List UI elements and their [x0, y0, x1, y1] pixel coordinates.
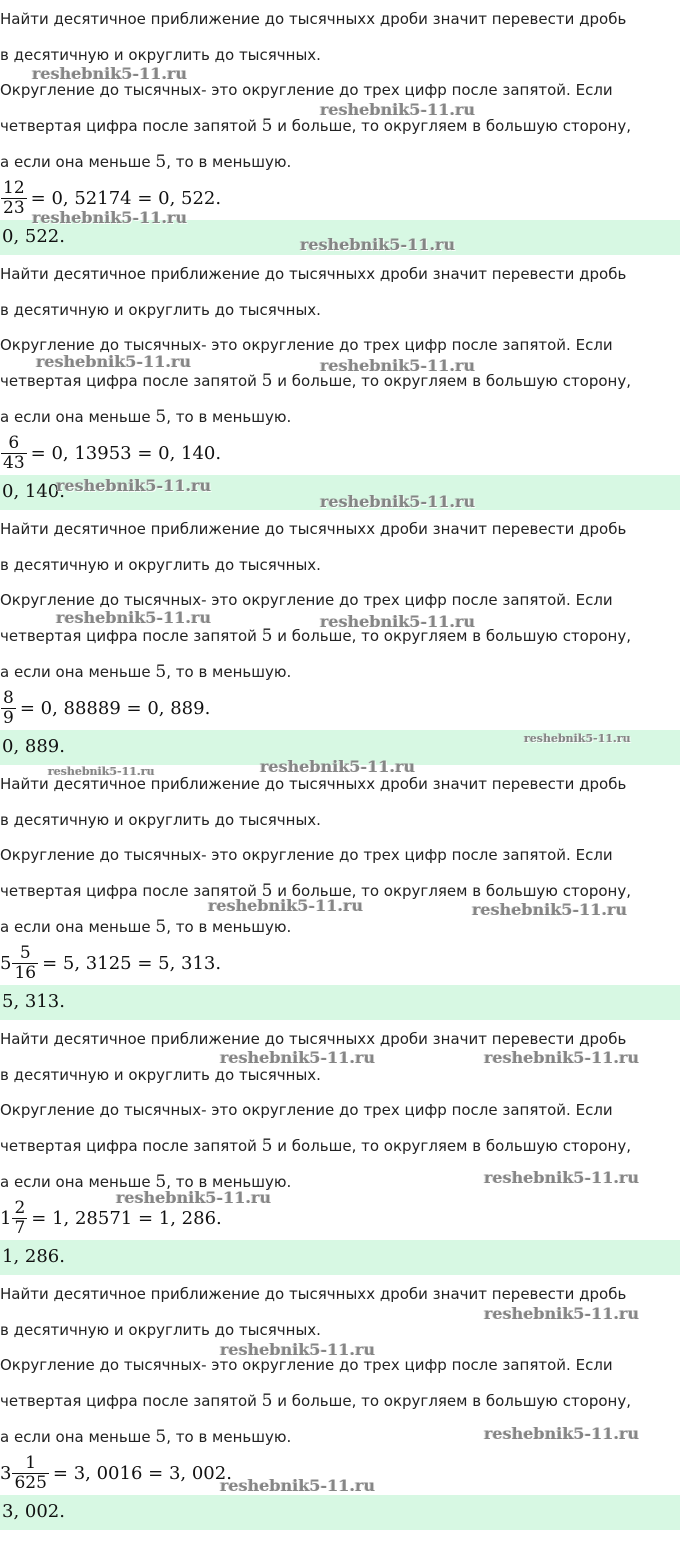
watermark: reshebnik5-11.ru: [524, 732, 631, 745]
answer-text: 1, 286.: [2, 1246, 65, 1267]
watermark: reshebnik5-11.ru: [116, 1188, 272, 1207]
math-digit: 5: [155, 662, 167, 682]
rule-line: Округление до тысячных- это округление до трех цифр после запятой. Если: [0, 336, 613, 354]
rule-line: Округление до тысячных- это округление до трех цифр после запятой. Если: [0, 846, 613, 864]
math-digit: 5: [261, 1136, 273, 1156]
rule-text: четвертая цифра после запятой: [0, 117, 262, 135]
intro-line: в десятичную и округлить до тысячных.: [0, 1321, 321, 1339]
rule-text: четвертая цифра после запятой: [0, 1137, 262, 1155]
equation: [0, 431, 221, 475]
rule-text: , то в меньшую.: [166, 663, 292, 681]
rule-text: а если она меньше: [0, 1173, 156, 1191]
watermark: reshebnik5-11.ru: [32, 208, 188, 227]
intro-line: в десятичную и округлить до тысячных.: [0, 1066, 321, 1084]
watermark: reshebnik5-11.ru: [48, 765, 155, 778]
whole-part: 1: [0, 1207, 12, 1229]
answer-text: 0, 522.: [2, 226, 65, 247]
watermark: reshebnik5-11.ru: [320, 492, 476, 511]
answer-text: 3, 002.: [2, 1501, 65, 1522]
equation: [0, 1451, 232, 1495]
watermark: reshebnik5-11.ru: [484, 1048, 640, 1067]
numerator: 1: [25, 1452, 37, 1473]
rule-text: , то в меньшую.: [166, 408, 292, 426]
rule-text: , то в меньшую.: [166, 153, 292, 171]
watermark: reshebnik5-11.ru: [220, 1476, 376, 1495]
intro-line: в десятичную и округлить до тысячных.: [0, 301, 321, 319]
intro-line: Найти десятичное приближение до тысячныхх дроби значит перевести дробь: [0, 1285, 627, 1303]
rule-text: а если она меньше: [0, 408, 156, 426]
denominator: 625: [14, 1472, 47, 1493]
rule-text: четвертая цифра после запятой: [0, 1392, 262, 1410]
rule-text: и больше, то округляем в большую сторону,: [272, 372, 632, 390]
numerator: 6: [8, 432, 20, 453]
intro-line: Найти десятичное приближение до тысячныхх дроби значит перевести дробь: [0, 1030, 627, 1048]
answer-text: 0, 140.: [2, 481, 65, 502]
rule-line: Округление до тысячных- это округление до трех цифр после запятой. Если: [0, 81, 613, 99]
rule-text: а если она меньше: [0, 918, 156, 936]
whole-part: 5: [0, 952, 12, 974]
answer-bar: [0, 985, 680, 1020]
intro-line: Найти десятичное приближение до тысячныхх дроби значит перевести дробь: [0, 10, 627, 28]
math-digit: 5: [261, 116, 273, 136]
denominator: 7: [14, 1217, 26, 1238]
fraction: [12, 944, 38, 983]
rule-line: Округление до тысячных- это округление до трех цифр после запятой. Если: [0, 1356, 613, 1374]
intro-line: в десятичную и округлить до тысячных.: [0, 46, 321, 64]
rule-line: [0, 152, 680, 172]
math-digit: 5: [155, 1427, 167, 1447]
equation-result: = 5, 3125 = 5, 313.: [42, 952, 222, 974]
equation-result: = 3, 0016 = 3, 002.: [52, 1462, 232, 1484]
watermark: reshebnik5-11.ru: [484, 1304, 640, 1323]
denominator: 9: [3, 707, 14, 728]
rule-text: и больше, то округляем в большую сторону,: [272, 627, 632, 645]
numerator: 8: [3, 687, 14, 708]
intro-line: Найти десятичное приближение до тысячныхх дроби значит перевести дробь: [0, 775, 627, 793]
fraction: [1, 179, 27, 218]
watermark: reshebnik5-11.ru: [56, 476, 212, 495]
equation-result: = 0, 88889 = 0, 889.: [19, 697, 211, 719]
math-digit: 5: [155, 407, 167, 427]
math-digit: 5: [261, 626, 273, 646]
whole-part: 3: [0, 1462, 12, 1484]
rule-text: , то в меньшую.: [166, 1173, 292, 1191]
watermark: reshebnik5-11.ru: [320, 612, 476, 631]
rule-text: и больше, то округляем в большую сторону,: [272, 1137, 632, 1155]
rule-text: и больше, то округляем в большую сторону,: [272, 882, 632, 900]
watermark: reshebnik5-11.ru: [208, 896, 364, 915]
math-digit: 5: [155, 917, 167, 937]
rule-text: четвертая цифра после запятой: [0, 882, 262, 900]
rule-line: [0, 407, 680, 427]
answer-bar: [0, 1240, 680, 1275]
math-digit: 5: [261, 1391, 273, 1411]
rule-text: четвертая цифра после запятой: [0, 627, 262, 645]
rule-line: [0, 917, 680, 937]
watermark: reshebnik5-11.ru: [220, 1340, 376, 1359]
watermark: reshebnik5-11.ru: [56, 608, 212, 627]
math-digit: 5: [261, 881, 273, 901]
rule-text: а если она меньше: [0, 663, 156, 681]
rule-line: Округление до тысячных- это округление до трех цифр после запятой. Если: [0, 1101, 613, 1119]
rule-text: , то в меньшую.: [166, 1428, 292, 1446]
watermark: reshebnik5-11.ru: [32, 64, 188, 83]
rule-line: [0, 1391, 680, 1411]
solution-block: [0, 765, 680, 1020]
rule-text: , то в меньшую.: [166, 918, 292, 936]
watermark: reshebnik5-11.ru: [320, 100, 476, 119]
intro-line: в десятичную и округлить до тысячных.: [0, 556, 321, 574]
rule-line: [0, 662, 680, 682]
denominator: 23: [3, 197, 25, 218]
watermark: reshebnik5-11.ru: [472, 900, 628, 919]
rule-text: и больше, то округляем в большую сторону,: [272, 117, 632, 135]
answer-bar: [0, 1495, 680, 1530]
watermark: reshebnik5-11.ru: [300, 235, 456, 254]
equation: [0, 941, 221, 985]
equation: [0, 686, 210, 730]
watermark: reshebnik5-11.ru: [484, 1424, 640, 1443]
math-digit: 5: [155, 1172, 167, 1192]
watermark: reshebnik5-11.ru: [320, 356, 476, 375]
rule-line: [0, 116, 680, 136]
fraction: [12, 1199, 27, 1238]
solution-block: [0, 510, 680, 765]
fraction: [12, 1454, 48, 1493]
math-digit: 5: [261, 371, 273, 391]
fraction: [1, 689, 16, 728]
rule-text: а если она меньше: [0, 153, 156, 171]
denominator: 16: [14, 962, 37, 983]
rule-text: четвертая цифра после запятой: [0, 372, 262, 390]
math-digit: 5: [155, 152, 167, 172]
numerator: 2: [14, 1197, 26, 1218]
intro-line: в десятичную и округлить до тысячных.: [0, 811, 321, 829]
denominator: 43: [3, 452, 25, 473]
answer-text: 5, 313.: [2, 991, 65, 1012]
watermark: reshebnik5-11.ru: [220, 1048, 376, 1067]
watermark: reshebnik5-11.ru: [484, 1168, 640, 1187]
equation-result: = 1, 28571 = 1, 286.: [31, 1207, 222, 1229]
intro-line: Найти десятичное приближение до тысячныхх дроби значит перевести дробь: [0, 265, 627, 283]
equation-result: = 0, 13953 = 0, 140.: [30, 442, 222, 464]
equation-result: = 0, 52174 = 0, 522.: [30, 187, 222, 209]
watermark: reshebnik5-11.ru: [260, 757, 416, 776]
rule-text: а если она меньше: [0, 1428, 156, 1446]
answer-text: 0, 889.: [2, 736, 65, 757]
intro-line: Найти десятичное приближение до тысячныхх дроби значит перевести дробь: [0, 520, 627, 538]
rule-line: Округление до тысячных- это округление до трех цифр после запятой. Если: [0, 591, 613, 609]
numerator: 12: [3, 177, 25, 198]
solution-block: [0, 255, 680, 510]
rule-line: [0, 1136, 680, 1156]
watermark: reshebnik5-11.ru: [36, 352, 192, 371]
rule-text: и больше, то округляем в большую сторону,: [272, 1392, 632, 1410]
numerator: 5: [19, 942, 31, 963]
fraction: [1, 434, 27, 473]
